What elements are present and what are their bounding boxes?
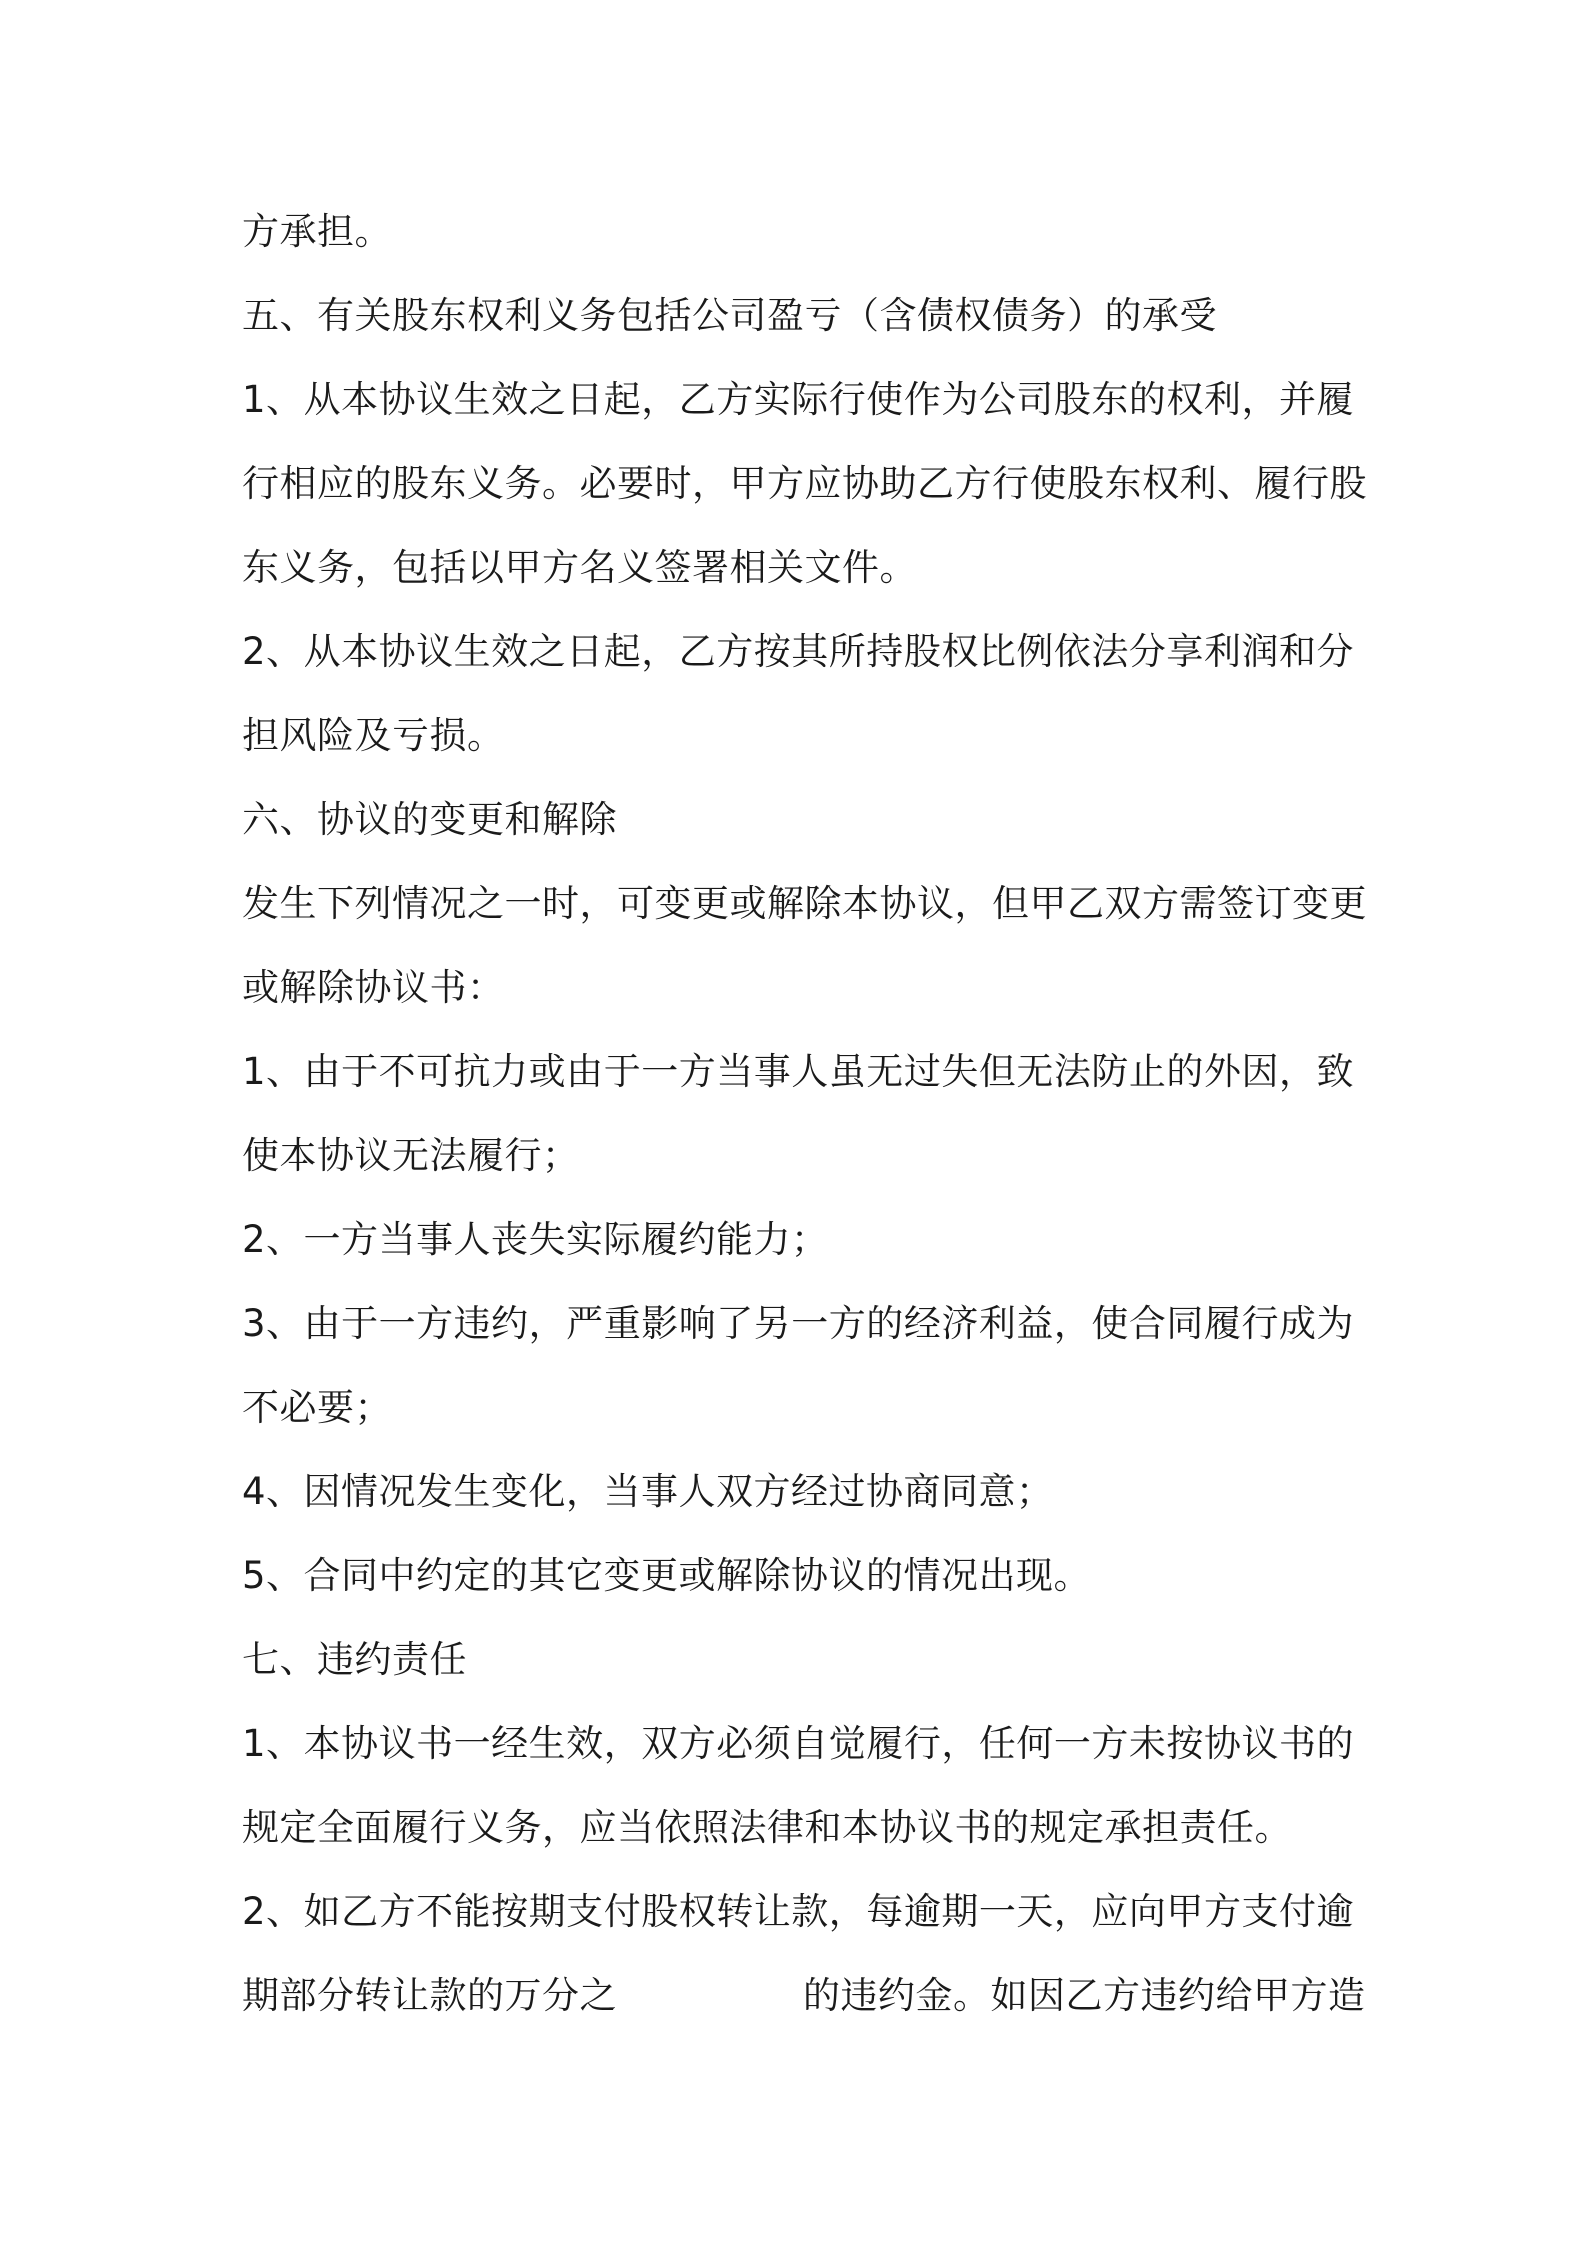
section-heading-7: 七、违约责任	[242, 1638, 467, 1681]
text-line-10: 或解除协议书：	[242, 966, 505, 1009]
text-line-20: 规定全面履行义务，应当依照法律和本协议书的规定承担责任。	[242, 1806, 1292, 1849]
text-before-blank: 期部分转让款的万分之	[242, 1974, 617, 2017]
text-line-15: 不必要；	[242, 1386, 392, 1429]
section-heading-6: 六、协议的变更和解除	[242, 798, 617, 841]
text-line-12: 使本协议无法履行；	[242, 1134, 580, 1177]
section-heading-5: 五、有关股东权利义务包括公司盈亏（含债权债务）的承受	[242, 294, 1217, 337]
text-line-4: 行相应的股东义务。必要时，甲方应协助乙方行使股东权利、履行股	[242, 462, 1367, 505]
text-line-22	[242, 1954, 1366, 2038]
text-line-7: 担风险及亏损。	[242, 714, 505, 757]
text-after-blank: 的违约金。如因乙方违约给甲方造	[803, 1974, 1366, 2017]
contract-text	[242, 190, 1367, 2038]
text-line-9: 发生下列情况之一时，可变更或解除本协议，但甲乙双方需签订变更	[242, 882, 1367, 925]
text-line-11: 1、由于不可抗力或由于一方当事人虽无过失但无法防止的外因，致	[242, 1050, 1354, 1093]
text-line-5: 东义务，包括以甲方名义签署相关文件。	[242, 546, 917, 589]
text-line-21: 2、如乙方不能按期支付股权转让款，每逾期一天，应向甲方支付逾	[242, 1890, 1354, 1933]
text-line-14: 3、由于一方违约，严重影响了另一方的经济利益，使合同履行成为	[242, 1302, 1354, 1345]
text-line-1: 方承担。	[242, 210, 392, 253]
text-line-3: 1、从本协议生效之日起，乙方实际行使作为公司股东的权利，并履	[242, 378, 1354, 421]
text-line-19: 1、本协议书一经生效，双方必须自觉履行，任何一方未按协议书的	[242, 1722, 1354, 1765]
text-line-16: 4、因情况发生变化，当事人双方经过协商同意；	[242, 1470, 1054, 1513]
text-line-13: 2、一方当事人丧失实际履约能力；	[242, 1218, 829, 1261]
text-line-6: 2、从本协议生效之日起，乙方按其所持股权比例依法分享利润和分	[242, 630, 1354, 673]
text-line-17: 5、合同中约定的其它变更或解除协议的情况出现。	[242, 1554, 1092, 1597]
